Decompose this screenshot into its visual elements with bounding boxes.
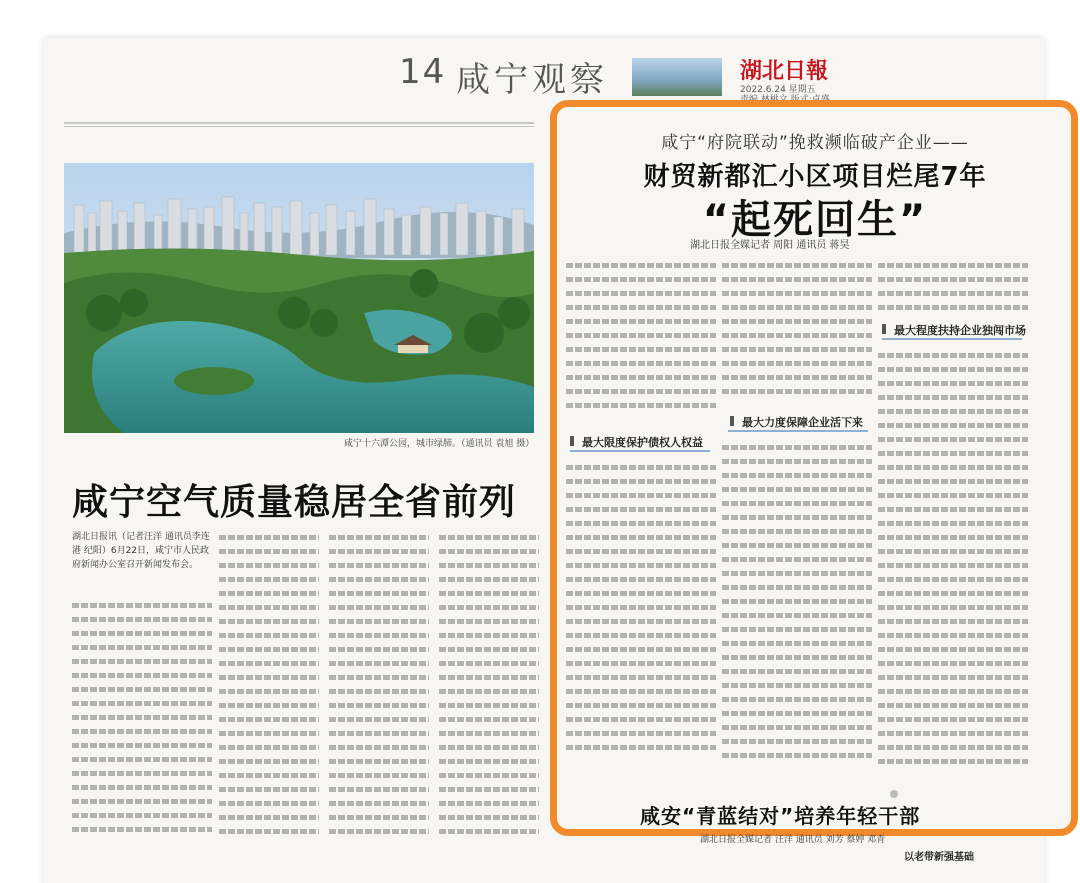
park-photo	[64, 163, 534, 433]
page-indicator-dot	[890, 790, 898, 798]
subhead-underline	[570, 450, 710, 452]
right-article-text-col-1b	[566, 460, 716, 780]
divider	[64, 122, 534, 124]
bottom-article-headline: 咸安“青蓝结对”培养年轻干部	[640, 804, 921, 828]
subhead-underline	[728, 430, 868, 432]
right-article-text-col-1a	[566, 258, 716, 428]
right-article-subhead-3: 最大程度扶持企业独闯市场	[890, 322, 1026, 338]
subhead-underline	[882, 338, 1022, 340]
left-article-text-col-1	[72, 598, 212, 858]
section-title: 咸宁观察	[456, 60, 608, 100]
left-article-text-col-2	[219, 530, 319, 860]
right-article-text-col-3a	[878, 258, 1028, 318]
right-article-subhead-2: 最大力度保障企业活下来	[738, 414, 863, 430]
masthead	[44, 38, 1044, 100]
right-article-byline: 湖北日报全媒记者 周阳 通讯员 蒋昊	[690, 240, 850, 251]
right-article-headline-line2: “起死回生”	[702, 197, 928, 243]
photo-caption: 咸宁十六潭公园，城市绿肺。（通讯员 袁旭 摄）	[344, 439, 535, 449]
masthead-thumbnail	[632, 58, 722, 96]
bottom-article-subhead: 以老带新强基础	[904, 852, 974, 863]
bottom-article-byline: 湖北日报全媒记者 汪洋 通讯员 刘芳 蔡婷 邓青	[700, 835, 886, 845]
right-article-kicker: 咸宁“府院联动”挽救濒临破产企业——	[661, 133, 969, 153]
divider	[64, 126, 534, 127]
issue-date: 2022.6.24 星期五	[740, 85, 816, 95]
left-article-text-col-4	[439, 530, 539, 860]
right-article-subhead-1: 最大限度保护债权人权益	[578, 434, 703, 450]
newspaper-logo: 湖北日報	[740, 58, 829, 84]
right-article-headline-line1: 财贸新都汇小区项目烂尾7年	[643, 162, 987, 192]
right-article-text-col-3b	[878, 348, 1028, 778]
left-article-text-col-3	[329, 530, 429, 860]
right-article-text-col-2b	[722, 440, 872, 780]
right-article-text-col-2a	[722, 258, 872, 408]
page-number: 14	[399, 52, 447, 92]
left-article-byline: 湖北日报讯（记者汪洋 通讯员李连港 纪阳）6月22日，咸宁市人民政府新闻办公室召开新闻发布会。	[72, 532, 210, 570]
left-article-headline: 咸宁空气质量稳居全省前列	[72, 482, 517, 523]
